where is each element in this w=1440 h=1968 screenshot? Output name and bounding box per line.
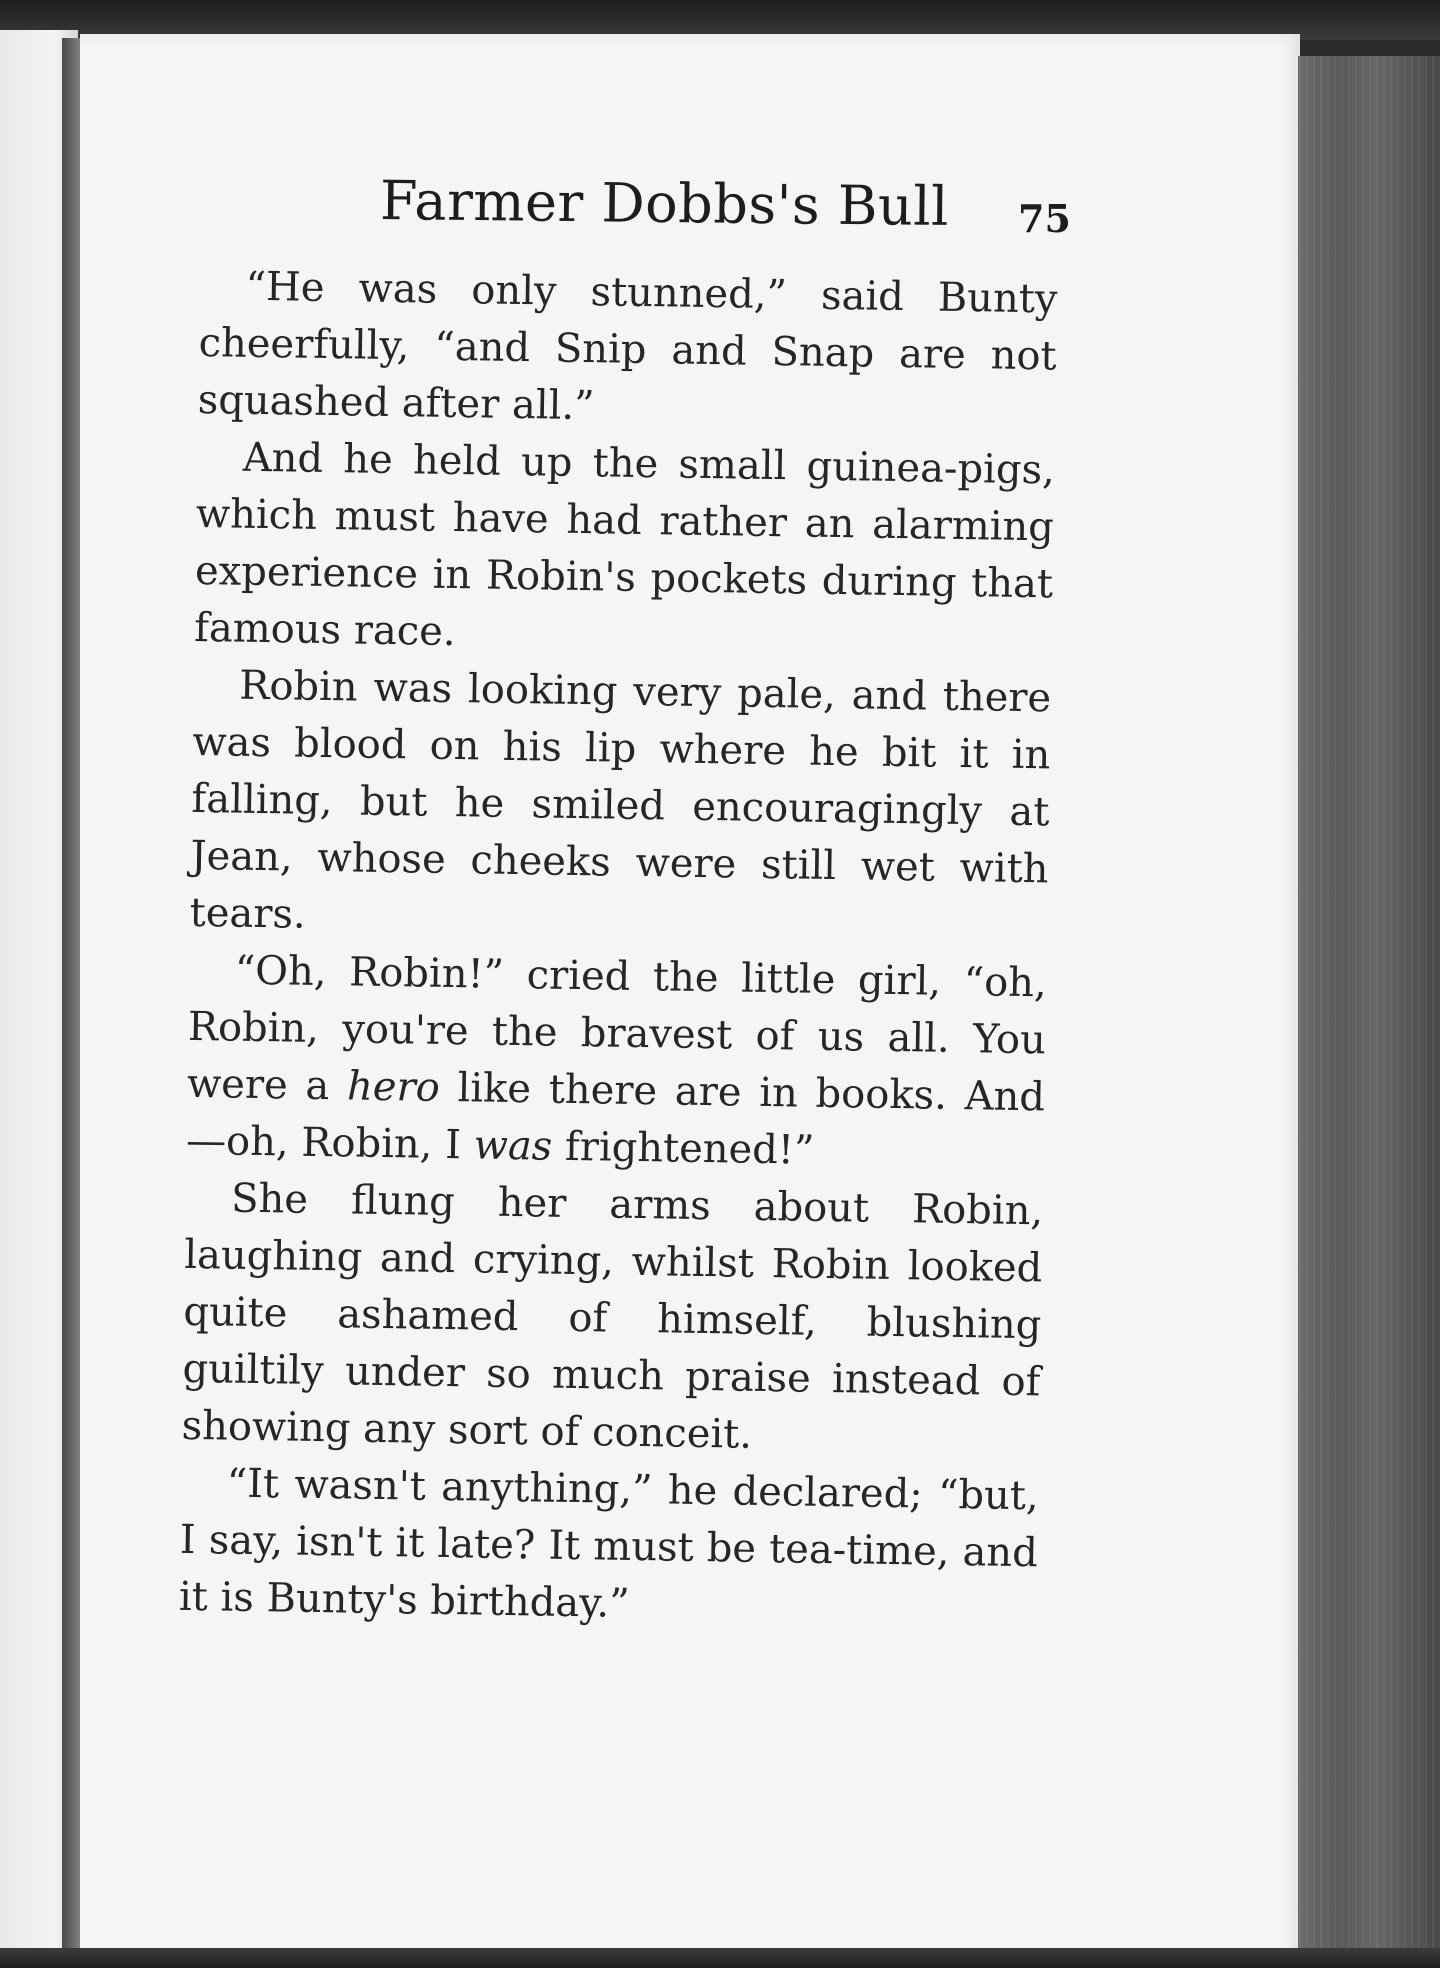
page-body	[179, 258, 1058, 1639]
emphasis-was: was	[473, 1122, 553, 1170]
paragraph-4	[186, 942, 1047, 1183]
emphasis-hero: hero	[346, 1063, 441, 1111]
page-block-edge	[1298, 56, 1440, 1968]
paragraph-5: She flung her arms about Robin, laughing and crying, whilst Robin looked quite ashamed of himself, blushing guiltily under so much praise instead of showing any sort of conceit.	[181, 1175, 1044, 1458]
paragraph-1: “He was only stunned,” said Bunty cheerfully, “and Snip and Snap are not squashed after all.”	[197, 263, 1058, 430]
paragraph-4-text-c: frightened!”	[551, 1123, 815, 1174]
paragraph-4-text-a: “Oh, Robin!” cried the little girl, “oh, Robin, you're the bravest of us all. You were a	[186, 947, 1048, 1110]
running-title: Farmer Dobbs's Bull	[379, 169, 950, 238]
scan-bottom-border	[0, 1948, 1440, 1968]
paragraph-4-text-b: like there are in books. And —oh, Robin, I	[185, 1064, 1046, 1169]
paragraph-3: Robin was looking very pale, and there was blood on his lip where he bit it in falling, but he smiled encouragingly at Jean, whose cheeks were still wet with tears.	[189, 662, 1052, 938]
page-number: 75	[1018, 196, 1071, 241]
paragraph-6: “It wasn't anything,” he declared; “but, I say, isn't it late? It must be tea-time, and it is Bunty's birthday.”	[178, 1460, 1040, 1627]
paragraph-2: And he held up the small guinea-pigs, which must have had rather an alarming experience in Robin's pockets during that famous race.	[193, 434, 1056, 656]
